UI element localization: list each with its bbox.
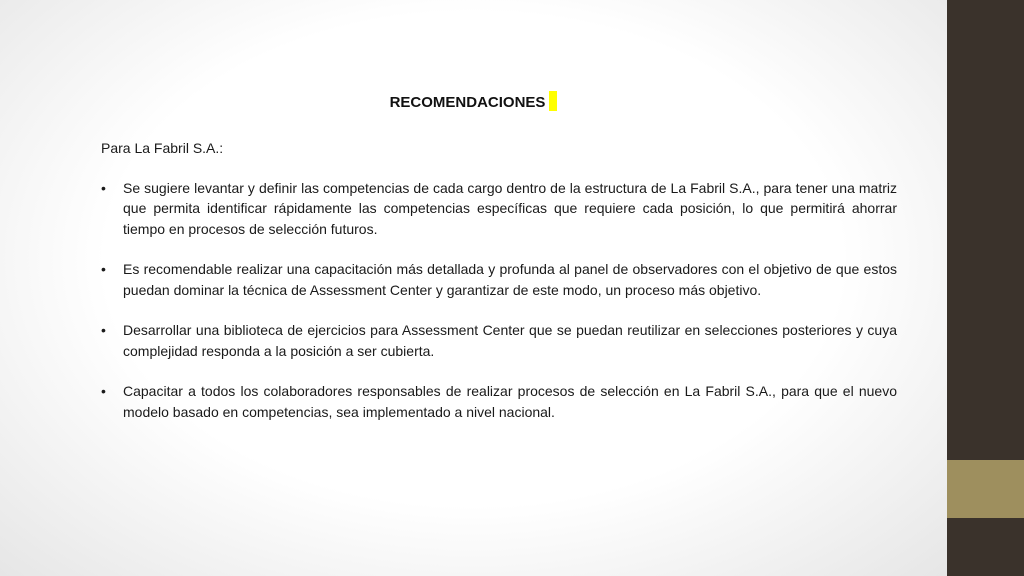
list-item-text: Capacitar a todos los colaboradores responsables de realizar procesos de selección en La Fabril S.A., para que el nuevo modelo basado en competencias, sea implementado a nivel nacional. — [123, 383, 897, 420]
title-highlight-marker — [549, 91, 557, 111]
intro-text: Para La Fabril S.A.: — [101, 140, 224, 156]
list-item-text: Es recomendable realizar una capacitación más detallada y profunda al panel de observadores con el objetivo de que estos puedan dominar la técnica de Assessment Center y garantizar de este modo, un proceso más objetivo. — [123, 261, 897, 298]
sidebar-accent-block — [947, 460, 1024, 518]
list-item — [101, 178, 897, 240]
list-item — [101, 320, 897, 361]
bullet-icon: • — [101, 179, 106, 196]
bullet-icon: • — [101, 383, 106, 399]
slide-title-wrap — [0, 91, 947, 111]
list-item — [101, 381, 897, 422]
recommendations-list — [101, 178, 897, 423]
list-item-text: Desarrollar una biblioteca de ejercicios para Assessment Center que se puedan reutilizar en selecciones posteriores y cuya complejidad responda a la posición a ser cubierta. — [123, 322, 897, 359]
slide-content — [101, 138, 897, 442]
slide-title: RECOMENDACIONES — [389, 94, 546, 111]
list-item — [101, 259, 897, 300]
bullet-icon: • — [101, 261, 106, 277]
list-item-text: Se sugiere levantar y definir las competencias de cada cargo dentro de la estructura de La Fabril S.A., para tener una matriz que permita identificar rápidamente las competencias específicas que requiere cada posición, lo que permitirá ahorrar tiempo en procesos de selección futuros. — [123, 179, 897, 237]
bullet-icon: • — [101, 322, 106, 338]
